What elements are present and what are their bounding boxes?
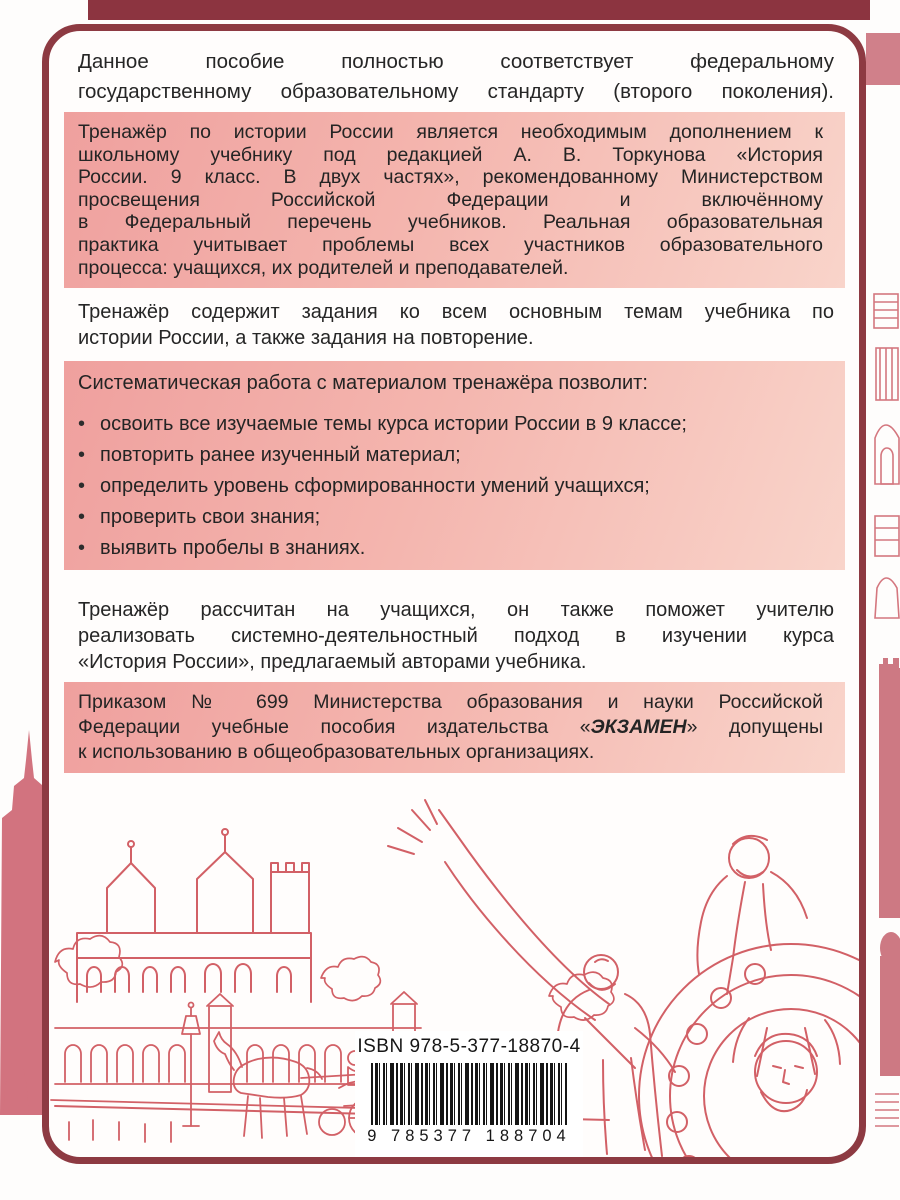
shield-art (639, 944, 859, 1157)
teacher-paragraph (78, 597, 834, 675)
text-segment: » допущены (686, 716, 823, 738)
trees-art (55, 936, 614, 1020)
text-line: Тренажёр по истории России является необходимым дополнением к (78, 121, 823, 143)
text-line: Тренажёр содержит задания ко всем основным темам учебника по (78, 301, 834, 323)
text-line: школьному учебнику под редакцией А. В. Торкунова «История (78, 143, 823, 166)
text-line: Данное пособие полностью соответствует федеральному (78, 50, 834, 73)
list-item (78, 536, 823, 560)
list-item-text: освоить все изучаемые темы курса истории России в 9 классе; (100, 413, 687, 435)
highlight-block-order-699 (64, 682, 845, 773)
right-rose-band (866, 33, 900, 85)
cover-frame (42, 24, 866, 1164)
publisher-name: ЭКЗАМЕН (590, 716, 687, 738)
isbn-panel (355, 1031, 583, 1157)
text-line: реализовать системно-деятельностный подход в изучении курса (78, 625, 834, 647)
list-item (78, 443, 823, 467)
highlight-block-benefits (64, 361, 845, 570)
intro-paragraph (78, 47, 834, 107)
benefits-list-title: Систематическая работа с материалом тренажёра позволит: (78, 372, 648, 394)
list-item (78, 474, 823, 498)
list-item-text: повторить ранее изученный материал; (100, 444, 461, 466)
monument-seated-figure-art (697, 836, 807, 994)
list-item-text: определить уровень сформированности умений учащихся; (100, 475, 650, 497)
text-line: процесса: учащихся, их родителей и преподавателей. (78, 256, 569, 279)
bullet-icon: • (78, 506, 86, 528)
left-margin-tower-silhouette-art (0, 690, 42, 1115)
barcode (371, 1063, 567, 1125)
bullet-icon: • (78, 537, 86, 559)
bullet-icon: • (78, 413, 86, 435)
text-line: «История России», предлагаемый авторами учебника. (78, 651, 587, 673)
right-margin-architecture-art (871, 288, 900, 1136)
list-item (78, 412, 823, 436)
isbn-number: ISBN 978-5-377-18870-4 (357, 1036, 581, 1057)
bullet-icon: • (78, 444, 86, 466)
text-line: России. 9 класс. В двух частях», рекомендованному Министерством (78, 166, 823, 189)
text-line: к использованию в общеобразовательных организациях. (78, 741, 595, 763)
text-segment: Федерации учебные пособия издательства « (78, 716, 591, 738)
building-art (77, 829, 311, 1002)
list-item-text: выявить пробелы в знаниях. (100, 537, 366, 559)
list-item (78, 505, 823, 529)
barcode-digits: 9 785377 188704 (367, 1127, 571, 1145)
text-line: истории России, а также задания на повторение. (78, 327, 534, 349)
text-line: просвещения Российской Федерации и включённому (78, 188, 823, 211)
highlight-block-torkunov (64, 112, 845, 288)
contents-paragraph (78, 299, 834, 351)
text-line (78, 715, 823, 740)
text-line: практика учитывает проблемы всех участников образовательного (78, 233, 823, 256)
text-line: Приказом № 699 Министерства образования и науки Российской (78, 691, 823, 713)
text-line: государственному образовательному стандарту (второго поколения). (78, 80, 834, 103)
top-edge-strip (88, 0, 870, 20)
bullet-icon: • (78, 475, 86, 497)
text-line: в Федеральный перечень учебников. Реальная образовательная (78, 211, 823, 234)
text-line: Тренажёр рассчитан на учащихся, он также поможет учителю (78, 599, 834, 621)
list-item-text: проверить свои знания; (100, 506, 321, 528)
